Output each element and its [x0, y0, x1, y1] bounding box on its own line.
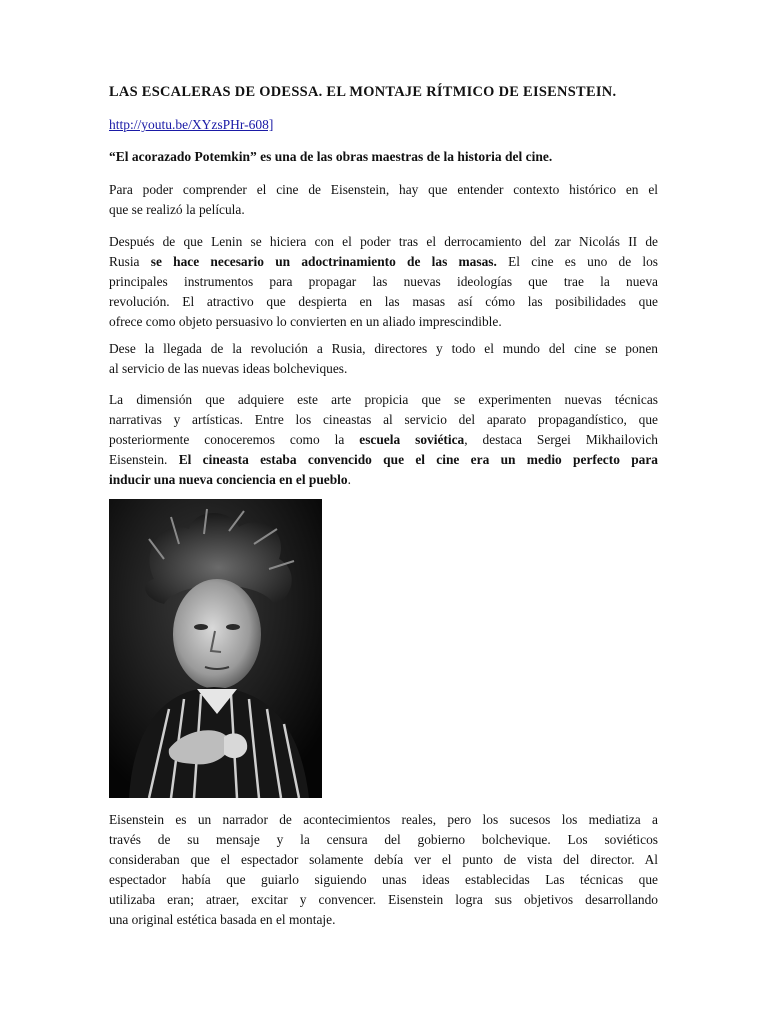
paragraph-line: principales instrumentos para propagar las nuevas ideologías que trae la nueva	[109, 274, 658, 289]
paragraph-dimension	[109, 390, 658, 490]
document-subtitle: “El acorazado Potemkin” es una de las obras maestras de la historia del cine.	[109, 149, 553, 164]
text-span: .	[347, 472, 351, 487]
text-span: posteriormente conoceremos como la	[109, 432, 345, 447]
paragraph-line: narrativas y artísticas. Entre los cineastas al servicio del aparato propagandístico, que	[109, 412, 658, 427]
paragraph-line: través de su mensaje y la censura del gobierno bolchevique. Los soviéticos	[109, 832, 658, 847]
paragraph-line: una original estética basada en el montaje.	[109, 912, 336, 927]
paragraph-context	[109, 180, 658, 220]
paragraph-narrator	[109, 810, 658, 930]
paragraph-line: Para poder comprender el cine de Eisenstein, hay que entender contexto histórico en el	[109, 182, 658, 197]
text-span: El cine es uno de los	[508, 254, 659, 269]
text-span: Eisenstein.	[109, 452, 168, 467]
paragraph-line	[109, 430, 658, 450]
paragraph-line: utilizaba eran; atraer, excitar y convencer. Eisenstein logra sus objetivos desarrollando	[109, 892, 658, 907]
paragraph-line: revolución. El atractivo que despierta en las masas así cómo las posibilidades que	[109, 294, 658, 309]
paragraph-line	[109, 470, 658, 490]
paragraph-line	[109, 252, 658, 272]
bold-text: escuela soviética	[359, 432, 465, 447]
paragraph-line: ofrece como objeto persuasivo lo convierten en un aliado imprescindible.	[109, 314, 502, 329]
paragraph-line: consideraban que el espectador solamente debía ver el punto de vista del director. Al	[109, 852, 658, 867]
paragraph-line	[109, 450, 658, 470]
text-span: , destaca Sergei Mikhailovich	[464, 432, 658, 447]
paragraph-line: Eisenstein es un narrador de acontecimientos reales, pero los sucesos los mediatiza a	[109, 812, 658, 827]
paragraph-line: Después de que Lenin se hiciera con el poder tras el derrocamiento del zar Nicolás II de	[109, 234, 658, 249]
paragraph-revolution	[109, 339, 658, 379]
bold-text: se hace necesario un adoctrinamiento de las masas.	[150, 254, 497, 269]
document-title: LAS ESCALERAS DE ODESSA. EL MONTAJE RÍTMICO DE EISENSTEIN.	[109, 84, 617, 100]
paragraph-line: Dese la llegada de la revolución a Rusia, directores y todo el mundo del cine se ponen	[109, 341, 658, 356]
youtube-link[interactable]: http://youtu.be/XYzsPHr-608]	[109, 117, 274, 132]
paragraph-line: que se realizó la película.	[109, 202, 245, 217]
text-span: Rusia	[109, 254, 140, 269]
bold-text: El cineasta estaba convencido que el cine era un medio perfecto para	[178, 452, 658, 467]
bold-text: inducir una nueva conciencia en el pueblo	[109, 472, 348, 487]
paragraph-line: al servicio de las nuevas ideas bolcheviques.	[109, 361, 348, 376]
paragraph-lenin	[109, 232, 658, 332]
paragraph-line: espectador había que guiarlo siguiendo unas ideas establecidas Las técnicas que	[109, 872, 658, 887]
eisenstein-portrait-photo	[109, 499, 322, 798]
paragraph-line: La dimensión que adquiere este arte propicia que se experimenten nuevas técnicas	[109, 392, 658, 407]
